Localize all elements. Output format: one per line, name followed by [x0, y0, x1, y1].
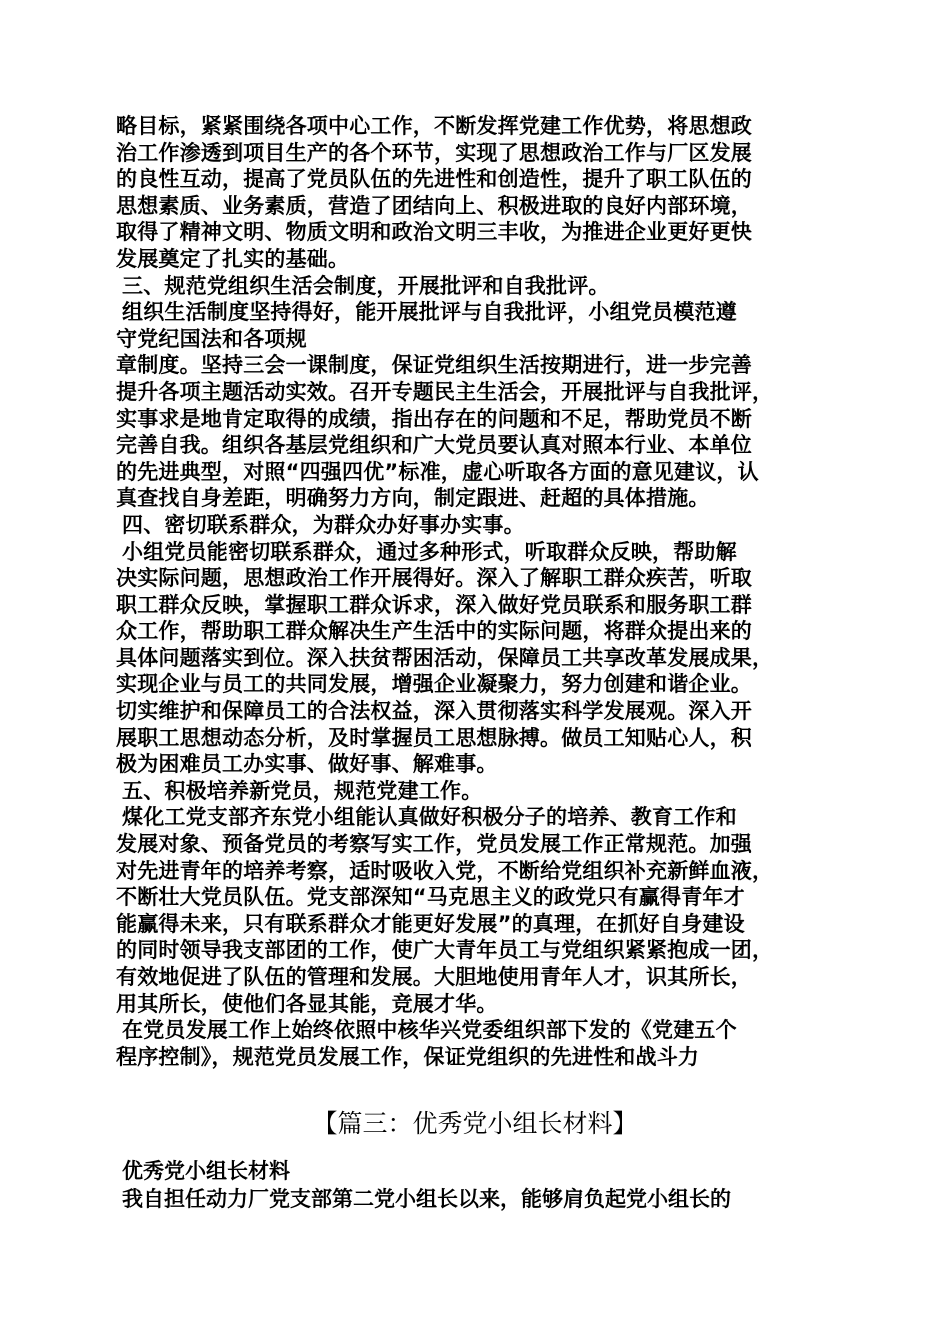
text-line: 极为困难员工办实事、做好事、解难事。 [116, 752, 498, 777]
text-line: 取得了精神文明、物质文明和政治文明三丰收，为推进企业更好更快 [116, 220, 752, 245]
text-line: 我自担任动力厂党支部第二党小组长以来，能够肩负起党小组长的 [122, 1187, 731, 1211]
text-line: 展职工思想动态分析，及时掌握员工思想脉搏。做员工知贴心人，积 [116, 725, 752, 750]
subsection-heading: 优秀党小组长材料 [122, 1159, 290, 1183]
text-line: 思想素质、业务素质，营造了团结向上、积极进取的良好内部环境， [116, 193, 752, 218]
text-line: 的同时领导我支部团的工作，使广大青年员工与党组织紧紧抱成一团， [116, 938, 774, 963]
text-line: 提升各项主题活动实效。召开专题民主生活会，开展批评与自我批评， [116, 379, 774, 404]
body-text [116, 113, 856, 1070]
section-heading: 五、积极培养新党员，规范党建工作。 [122, 778, 483, 803]
text-line: 能赢得未来，只有联系群众才能更好发展”的真理，在抓好自身建设 [116, 911, 745, 936]
text-line: 实现企业与员工的共同发展，增强企业凝聚力，努力创建和谐企业。 [116, 672, 752, 697]
text-line: 煤化工党支部齐东党小组能认真做好积极分子的培养、教育工作和 [122, 805, 737, 830]
text-line: 众工作，帮助职工群众解决生产生活中的实际问题，将群众提出来的 [116, 619, 752, 644]
section-heading: 四、密切联系群众，为群众办好事办实事。 [122, 512, 525, 537]
text-line: 实事求是地肯定取得的成绩，指出存在的问题和不足，帮助党员不断 [116, 406, 752, 431]
text-line: 具体问题落实到位。深入扶贫帮困活动，保障员工共享改革发展成果， [116, 645, 774, 670]
text-line: 职工群众反映，掌握职工群众诉求，深入做好党员联系和服务职工群 [116, 592, 752, 617]
text-line: 组织生活制度坚持得好，能开展批评与自我批评，小组党员模范遵 [122, 300, 737, 325]
text-line: 略目标，紧紧围绕各项中心工作，不断发挥党建工作优势，将思想政 [116, 114, 752, 138]
text-line: 真查找自身差距，明确努力方向，制定跟进、赶超的具体措施。 [116, 486, 710, 511]
next-section-text [122, 1157, 862, 1213]
text-line: 用其所长，使他们各显其能，竞展才华。 [116, 991, 498, 1016]
text-line: 在党员发展工作上始终依照中核华兴党委组织部下发的《党建五个 [122, 1018, 737, 1043]
text-line: 守党纪国法和各项规 [116, 326, 307, 351]
text-line: 对先进青年的培养考察，适时吸收入党，不断给党组织补充新鲜血液， [116, 858, 774, 883]
section-title: 【篇三：优秀党小组长材料】 [312, 1109, 638, 1138]
text-line: 不断壮大党员队伍。党支部深知“马克思主义的政党只有赢得青年才 [116, 885, 745, 910]
text-line: 的先进典型，对照“四强四优”标准，虚心听取各方面的意见建议，认 [116, 459, 759, 484]
text-line: 有效地促进了队伍的管理和发展。大胆地使用青年人才，识其所长， [116, 965, 752, 989]
text-line: 的良性互动，提高了党员队伍的先进性和创造性，提升了职工队伍的 [116, 167, 752, 192]
text-line: 切实维护和保障员工的合法权益，深入贯彻落实科学发展观。深入开 [116, 699, 752, 724]
section-heading: 三、规范党组织生活会制度，开展批评和自我批评。 [122, 273, 610, 298]
text-line: 小组党员能密切联系群众，通过多种形式，听取群众反映，帮助解 [122, 539, 737, 564]
text-line: 治工作渗透到项目生产的各个环节，实现了思想政治工作与厂区发展 [116, 140, 752, 165]
text-line: 发展对象、预备党员的考察写实工作，党员发展工作正常规范。加强 [116, 832, 752, 857]
text-line: 决实际问题，思想政治工作开展得好。深入了解职工群众疾苦，听取 [116, 566, 752, 591]
text-line: 章制度。坚持三会一课制度，保证党组织生活按期进行，进一步完善 [116, 353, 752, 378]
text-line: 完善自我。组织各基层党组织和广大党员要认真对照本行业、本单位 [116, 433, 752, 458]
text-line: 程序控制》，规范党员发展工作，保证党组织的先进性和战斗力 [116, 1044, 700, 1069]
text-line: 发展奠定了扎实的基础。 [116, 246, 350, 271]
